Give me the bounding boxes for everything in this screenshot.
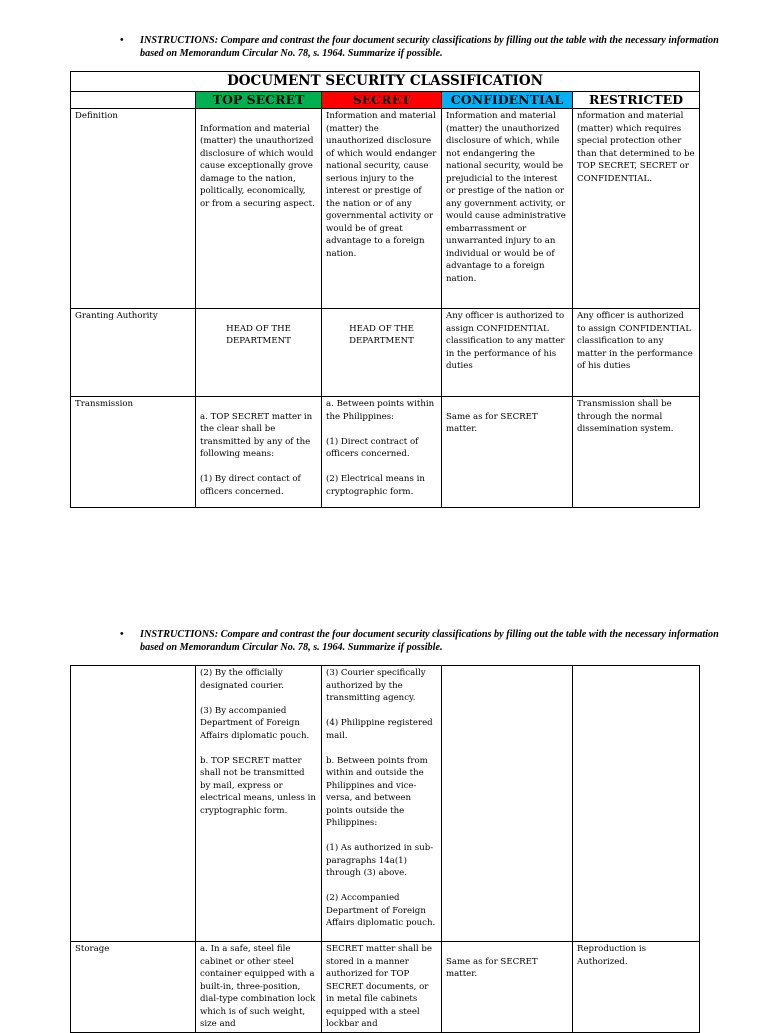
instructions-page1 [120,34,720,60]
cell-secret: Information and material (matter) the unauthorized disclosure of which would endanger national security, cause serious injury to the interest or prestige of the nation or of any governmental activity or would be of great advantage to a foreign nation. [322,109,442,309]
cell-secret: (3) Courier specifically authorized by the transmitting agency. (4) Philippine registered mail. b. Between points from within and outside the Philippines and vice-versa, and between points outside the Philippines: (1) As authorized in sub-paragraphs 14a(1) through (3) above. (2) Accompanied Department of Foreign Affairs diplomatic pouch. [322,666,442,942]
header-secret: SECRET [322,92,442,109]
cell-top-secret: a. TOP SECRET matter in the clear shall be transmitted by any of the following means: (1) By direct contact of officers concerned. [196,397,322,508]
cell-restricted: Transmission shall be through the normal dissemination system. [573,397,700,508]
cell-top-secret: a. In a safe, steel file cabinet or other steel container equipped with a built-in, three-position, dial-type combination lock which is of such weight, size and [196,942,322,1033]
cell-secret: a. Between points within the Philippines: (1) Direct contract of officers concerned. (2) Electrical means in cryptographic form. [322,397,442,508]
classification-table-page1 [70,71,700,508]
row-label: Storage [71,942,196,1033]
header-top-secret: TOP SECRET [196,92,322,109]
row-label: Transmission [71,397,196,508]
cell-confidential: Same as for SECRET matter. [442,942,573,1033]
instructions-page2 [120,628,720,654]
row-transmission-continued [71,666,700,942]
instructions-text: INSTRUCTIONS: Compare and contrast the four document security classifications by filling out the table with the necessary information based on Memorandum Circular No. 78, s. 1964. Summarize if possible. [140,629,719,653]
cell-restricted: Reproduction is Authorized. [573,942,700,1033]
bullet: • [120,629,124,640]
cell-secret: SECRET matter shall be stored in a manner authorized for TOP SECRET documents, or in metal file cabinets equipped with a steel lockbar and [322,942,442,1033]
table-title: DOCUMENT SECURITY CLASSIFICATION [71,72,700,92]
row-label: Definition [71,109,196,309]
row-label: Granting Authority [71,309,196,397]
classification-table-page2 [70,665,700,1033]
row-granting-authority [71,309,700,397]
cell-restricted: nformation and material (matter) which requires special protection other than that determined to be TOP SECRET, SECRET or CONFIDENTIAL. [573,109,700,309]
instructions-text: INSTRUCTIONS: Compare and contrast the four document security classifications by filling out the table with the necessary information based on Memorandum Circular No. 78, s. 1964. Summarize if possible. [140,35,719,59]
header-blank [71,92,196,109]
row-storage [71,942,700,1033]
header-restricted: RESTRICTED [573,92,700,109]
row-transmission [71,397,700,508]
bullet: • [120,35,124,46]
row-definition [71,109,700,309]
cell-confidential: Same as for SECRET matter. [442,397,573,508]
cell-confidential: Any officer is authorized to assign CONFIDENTIAL classification to any matter in the performance of his duties [442,309,573,397]
header-confidential: CONFIDENTIAL [442,92,573,109]
cell-restricted: Any officer is authorized to assign CONFIDENTIAL classification to any matter in the performance of his duties [573,309,700,397]
cell-top-secret: HEAD OF THE DEPARTMENT [196,309,322,397]
cell-confidential [442,666,573,942]
cell-restricted [573,666,700,942]
cell-top-secret: Information and material (matter) the unauthorized disclosure of which would cause exceptionally grove damage to the nation, politically, economically, or from a securing aspect. [196,109,322,309]
cell-confidential: Information and material (matter) the unauthorized disclosure of which, while not endangering the national security, would be prejudicial to the interest or prestige of the nation or any government activity, or would cause administrative embarrassment or unwarranted injury to an individual or would be of advantage to a foreign nation. [442,109,573,309]
cell-top-secret: (2) By the officially designated courier. (3) By accompanied Department of Foreign Affairs diplomatic pouch. b. TOP SECRET matter shall not be transmitted by mail, express or electrical means, unless in cryptographic form. [196,666,322,942]
cell-secret: HEAD OF THE DEPARTMENT [322,309,442,397]
row-label [71,666,196,942]
